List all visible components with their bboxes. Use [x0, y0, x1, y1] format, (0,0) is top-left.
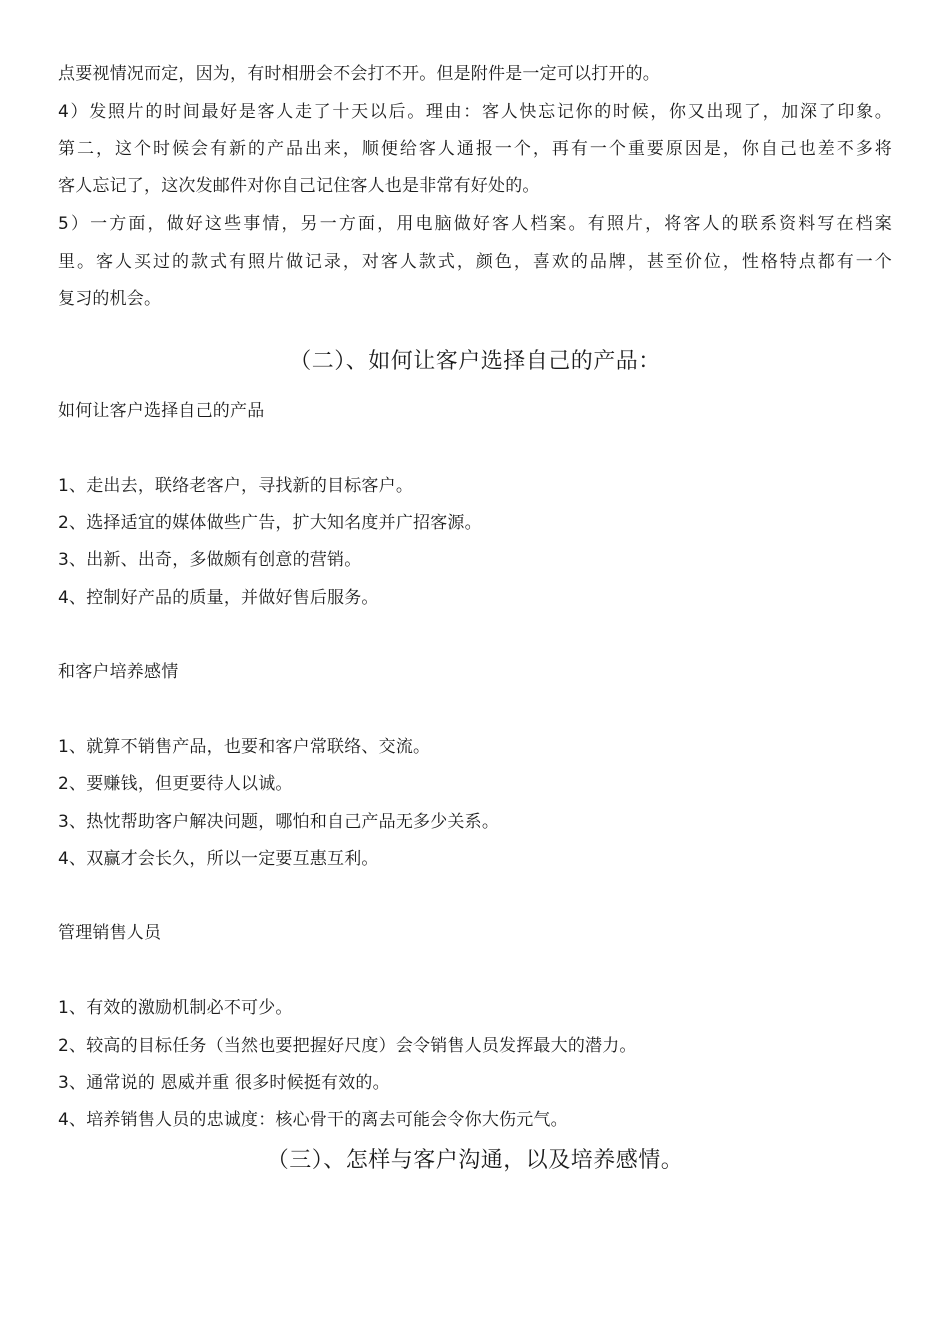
section-2-subtitle: 如何让客户选择自己的产品 — [58, 401, 265, 421]
intro-line-7: 复习的机会。 — [58, 289, 162, 309]
list-item: 4、控制好产品的质量，并做好售后服务。 — [58, 588, 379, 608]
intro-line-3: 第二，这个时候会有新的产品出来，顺便给客人通报一个，再有一个重要原因是，你自己也差不多将 — [58, 139, 892, 159]
list-item: 2、选择适宜的媒体做些广告，扩大知名度并广招客源。 — [58, 513, 482, 533]
list-item: 4、双赢才会长久，所以一定要互惠互利。 — [58, 849, 379, 869]
list-item: 4、培养销售人员的忠诚度：核心骨干的离去可能会令你大伤元气。 — [58, 1110, 568, 1130]
list-item: 1、就算不销售产品，也要和客户常联络、交流。 — [58, 737, 431, 757]
list-item: 1、有效的激励机制必不可少。 — [58, 998, 293, 1018]
list-item: 3、通常说的 恩威并重 很多时候挺有效的。 — [58, 1073, 390, 1093]
section-2-heading: （二）、如何让客户选择自己的产品： — [289, 349, 661, 374]
list-item: 1、走出去，联络老客户，寻找新的目标客户。 — [58, 476, 414, 496]
management-subtitle: 管理销售人员 — [58, 923, 162, 943]
intro-line-6: 里。客人买过的款式有照片做记录，对客人款式，颜色，喜欢的品牌，甚至价位，性格特点都有一个 — [58, 252, 892, 272]
intro-line-1: 点要视情况而定，因为，有时相册会不会打不开。但是附件是一定可以打开的。 — [58, 64, 660, 84]
intro-line-5: 5）一方面，做好这些事情，另一方面，用电脑做好客人档案。有照片，将客人的联系资料写在档案 — [58, 214, 892, 234]
list-item: 2、较高的目标任务（当然也要把握好尺度）会令销售人员发挥最大的潜力。 — [58, 1036, 637, 1056]
list-item: 2、要赚钱，但更要待人以诚。 — [58, 774, 293, 794]
intro-line-2: 4）发照片的时间最好是客人走了十天以后。理由：客人快忘记你的时候，你又出现了，加深了印象。 — [58, 102, 892, 122]
intro-line-4: 客人忘记了，这次发邮件对你自己记住客人也是非常有好处的。 — [58, 176, 540, 196]
section-3-heading: （三）、怎样与客户沟通，以及培养感情。 — [266, 1148, 684, 1173]
feelings-subtitle: 和客户培养感情 — [58, 662, 179, 682]
list-item: 3、出新、出奇，多做颇有创意的营销。 — [58, 550, 362, 570]
list-item: 3、热忱帮助客户解决问题，哪怕和自己产品无多少关系。 — [58, 812, 500, 832]
